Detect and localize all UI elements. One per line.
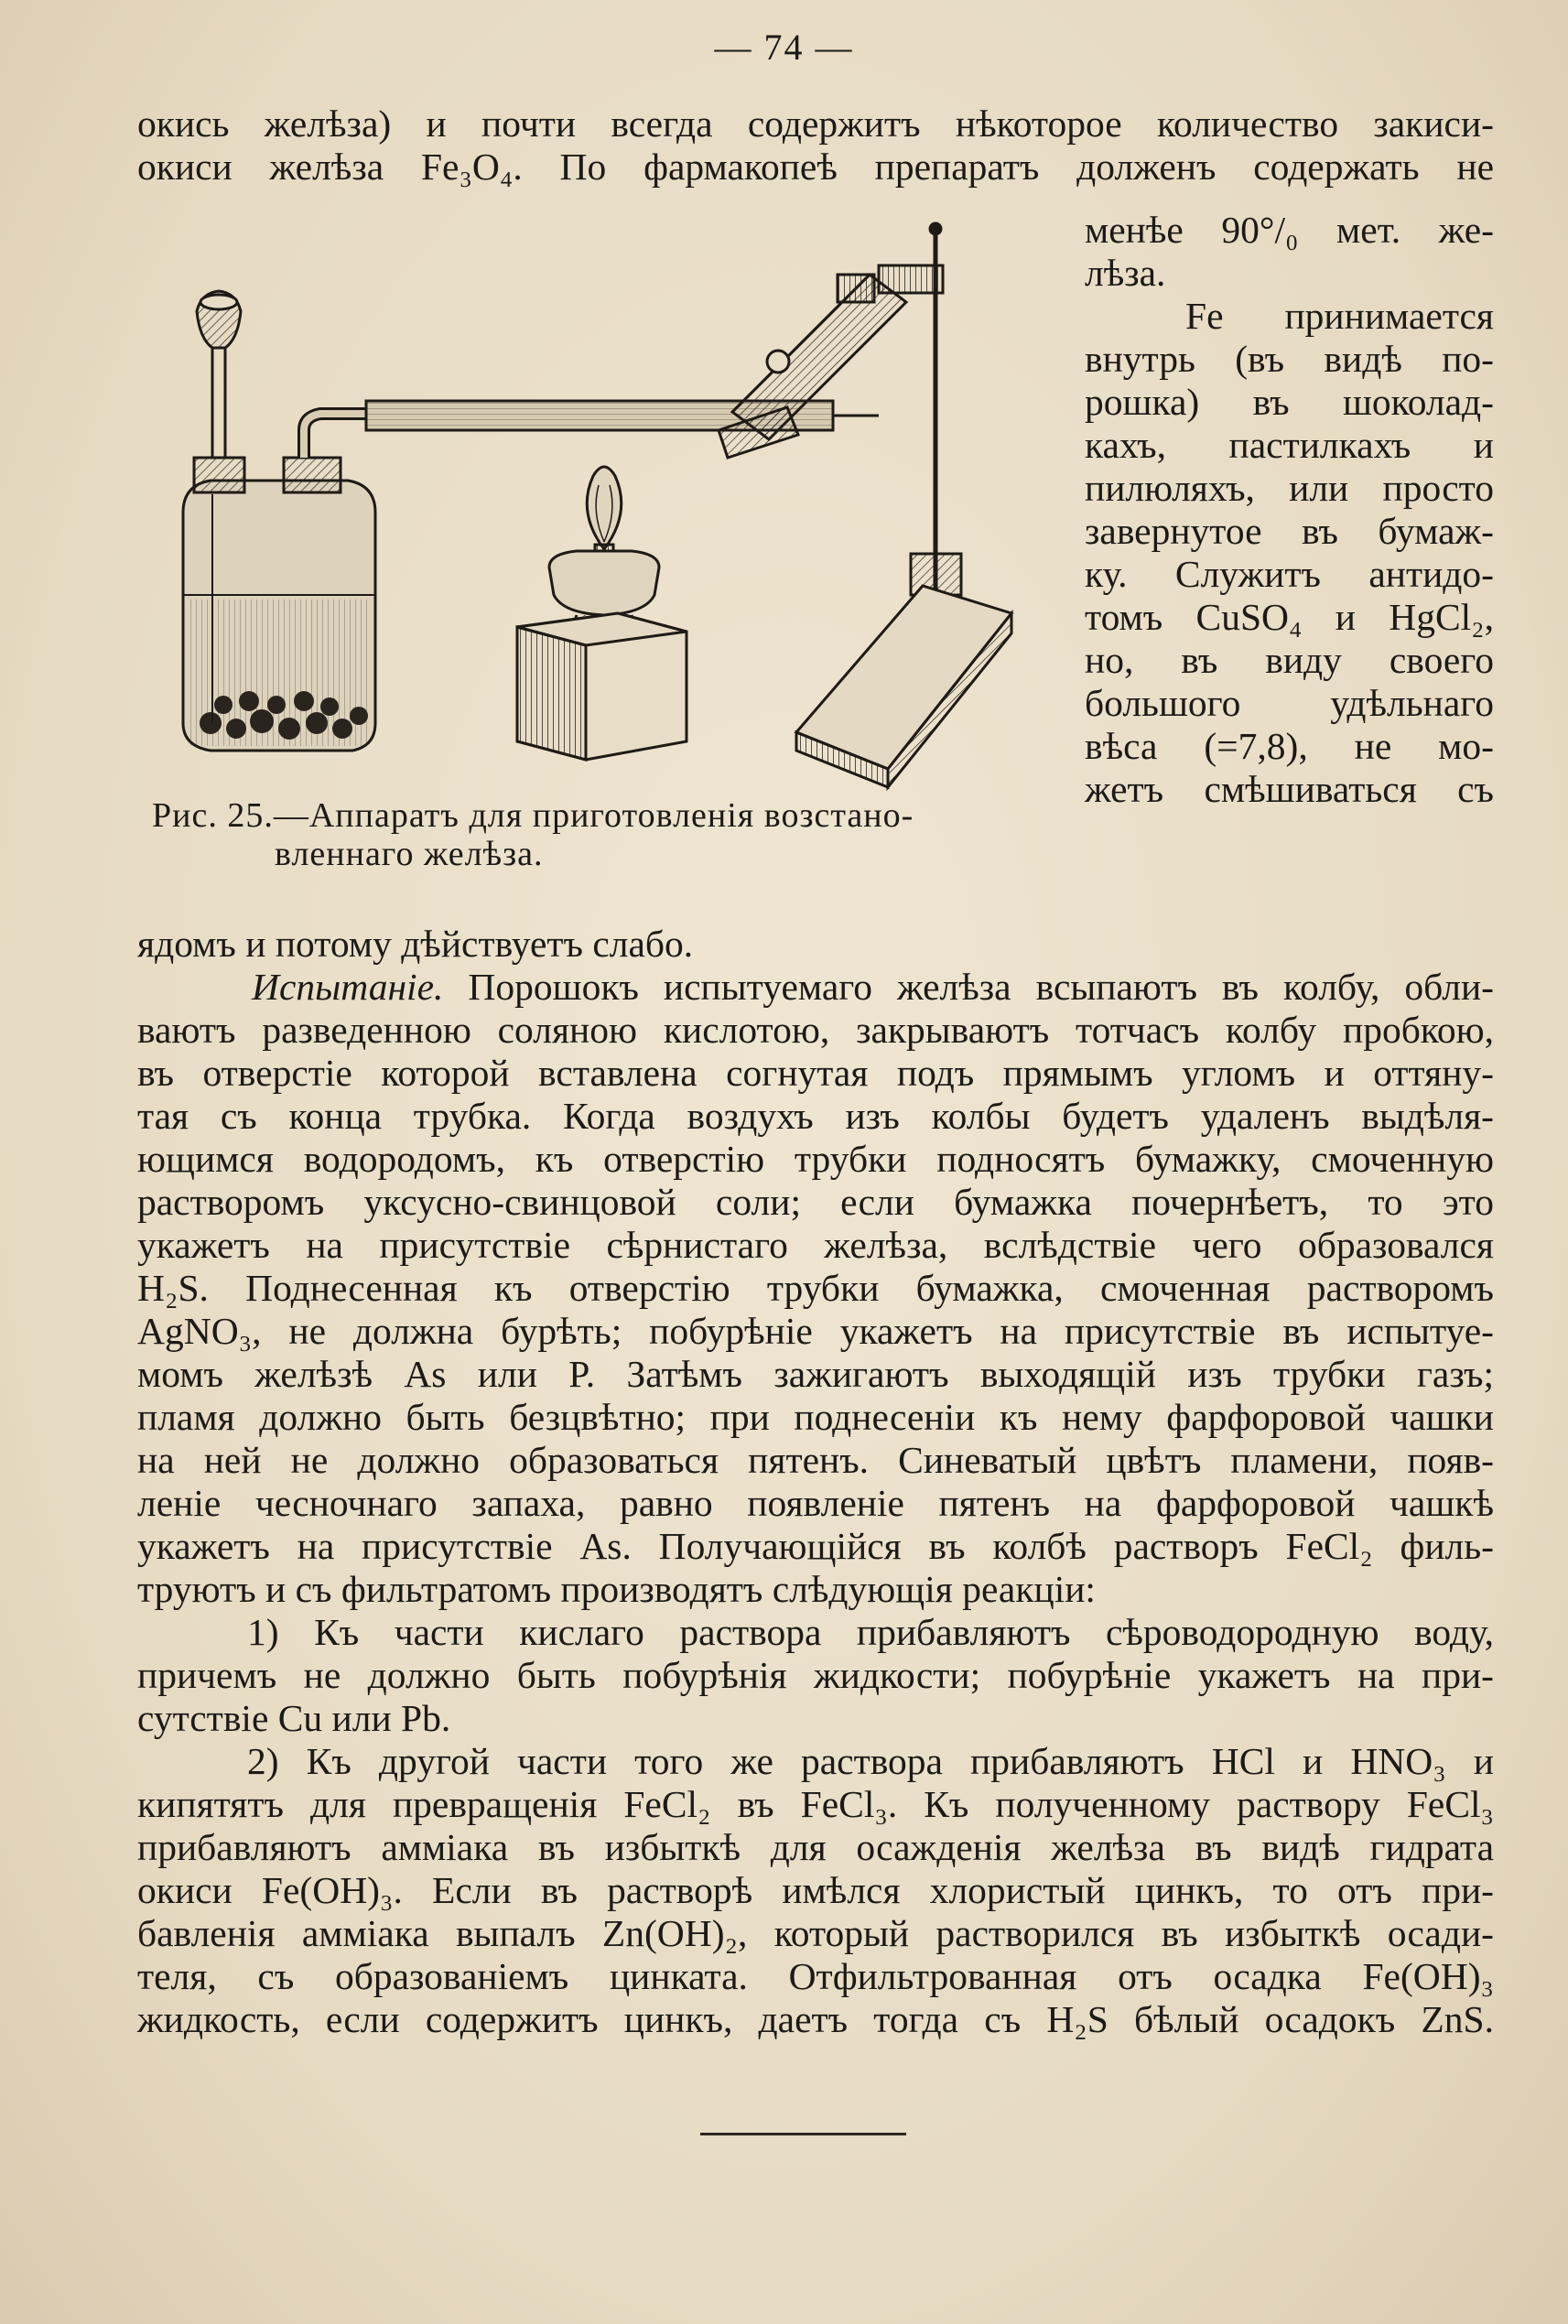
- right-column-text: [1085, 209, 1494, 811]
- text-line: ваютъ разведенною соляною кислотою, закрываютъ тотчасъ колбу пробкою,: [137, 1009, 1494, 1051]
- text-line: кипятятъ для превращенія FeCl₂ въ FeCl₃. Къ полученному раствору FeCl₃: [137, 1783, 1494, 1825]
- text-line: прибавляютъ амміака въ избыткѣ для осажденія желѣза въ видѣ гидрата: [137, 1826, 1494, 1868]
- text-line: 2) Къ другой части того же раствора прибавляютъ HCl и HNO₃ и: [247, 1740, 1494, 1782]
- text-line: ядомъ и потому дѣйствуетъ слабо.: [137, 923, 694, 965]
- text-line: въ отверстіе которой вставлена согнутая подъ прямымъ угломъ и оттяну-: [137, 1052, 1494, 1094]
- text-line: ющимся водородомъ, къ отверстію трубки подносятъ бумажку, смоченную: [137, 1138, 1494, 1180]
- caption-line-2: вленнаго желѣза.: [275, 835, 544, 873]
- text-line: ку. Служитъ антидо-: [1085, 553, 1494, 595]
- text-line: на ней не должно образоваться пятенъ. Синеватый цвѣтъ пламени, появ-: [137, 1439, 1494, 1481]
- text-line: окиси желѣза Fe₃O₄. По фармакопеѣ препаратъ долженъ содержать не: [137, 146, 1494, 188]
- text-line: пилюляхъ, или просто: [1085, 467, 1494, 509]
- text-line: [137, 966, 1494, 1009]
- figure-caption: [146, 796, 1053, 873]
- text-line: окиси Fe(OH)₃. Если въ растворѣ имѣлся хлористый цинкъ, то отъ при-: [137, 1869, 1494, 1911]
- main-text: [137, 923, 1494, 2041]
- page-number: — 74 —: [714, 27, 854, 68]
- text-line: теля, съ образованіемъ цинката. Отфильтрованная отъ осадка Fe(OH)₃: [137, 1955, 1494, 1997]
- gas-bottle: [183, 291, 375, 751]
- text-line: рошка) въ шоколад-: [1085, 381, 1494, 423]
- test-line-first: Порошокъ испытуемаго желѣза всыпаютъ въ колбу, обли-: [443, 966, 1494, 1008]
- burner: [517, 467, 687, 760]
- text-line: менѣе 90°/₀ мет. же-: [1085, 209, 1494, 251]
- text-line: лѣза.: [1085, 252, 1166, 294]
- text-line: но, въ виду своего: [1085, 639, 1494, 681]
- text-line: вѣса (=7,8), не мо-: [1085, 725, 1494, 767]
- text-line: внутрь (въ видѣ по-: [1085, 338, 1494, 380]
- text-line: H₂S. Поднесенная къ отверстію трубки бумажка, смоченная растворомъ: [137, 1267, 1494, 1309]
- caption-line-1: Рис. 25.—Аппаратъ для приготовленія возстано-: [152, 796, 914, 835]
- text-line: большого удѣльнаго: [1085, 682, 1494, 724]
- text-line: тая съ конца трубка. Когда воздухъ изъ колбы будетъ удаленъ выдѣля-: [137, 1095, 1494, 1137]
- text-line: момъ желѣзѣ As или P. Затѣмъ зажигаютъ выходящій изъ трубки газъ;: [137, 1353, 1494, 1395]
- top-paragraph: [137, 103, 1494, 189]
- text-line: бавленія амміака выпалъ Zn(OH)₂, который растворился въ избыткѣ осади-: [137, 1912, 1494, 1954]
- text-line: жидкость, если содержитъ цинкъ, даетъ тогда съ H₂S бѣлый осадокъ ZnS.: [137, 1998, 1494, 2040]
- text-line: растворомъ уксусно-свинцовой соли; если бумажка почернѣетъ, то это: [137, 1181, 1494, 1223]
- apparatus-illustration: [146, 211, 1071, 796]
- text-line: причемъ не должно быть побурѣнія жидкости; побурѣніе укажетъ на при-: [137, 1654, 1494, 1696]
- text-line: AgNO₃, не должна бурѣть; побурѣніе укажетъ на присутствіе въ испытуе-: [137, 1310, 1494, 1352]
- text-line: томъ CuSO₄ и HgCl₂,: [1085, 596, 1494, 638]
- text-line: укажетъ на присутствіе As. Получающійся въ колбѣ растворъ FeCl₂ филь-: [137, 1525, 1494, 1567]
- text-line: 1) Къ части кислаго раствора прибавляютъ сѣроводородную воду,: [247, 1611, 1494, 1653]
- text-line: окись желѣза) и почти всегда содержитъ нѣкоторое количество закиси-: [137, 103, 1494, 145]
- text-line: укажетъ на присутствіе сѣрнистаго желѣза, вслѣдствіе чего образовался: [137, 1224, 1494, 1266]
- end-rule: [700, 2133, 906, 2135]
- text-line: сутствіе Cu или Pb.: [137, 1697, 451, 1739]
- text-line: труютъ и съ фильтратомъ производятъ слѣдующія реакціи:: [137, 1568, 1096, 1610]
- text-line: завернутое въ бумаж-: [1085, 510, 1494, 552]
- text-line: леніе чесночнаго запаха, равно появленіе пятенъ на фарфоровой чашкѣ: [137, 1482, 1494, 1524]
- test-heading: Испытаніе.: [252, 966, 444, 1008]
- text-line: жетъ смѣшиваться съ: [1085, 768, 1494, 810]
- text-line: Fe принимается: [1185, 295, 1494, 337]
- text-line: кахъ, пастилкахъ и: [1085, 424, 1494, 466]
- retort-stand: [796, 223, 1011, 787]
- text-line: пламя должно быть безцвѣтно; при поднесеніи къ нему фарфоровой чашки: [137, 1396, 1494, 1438]
